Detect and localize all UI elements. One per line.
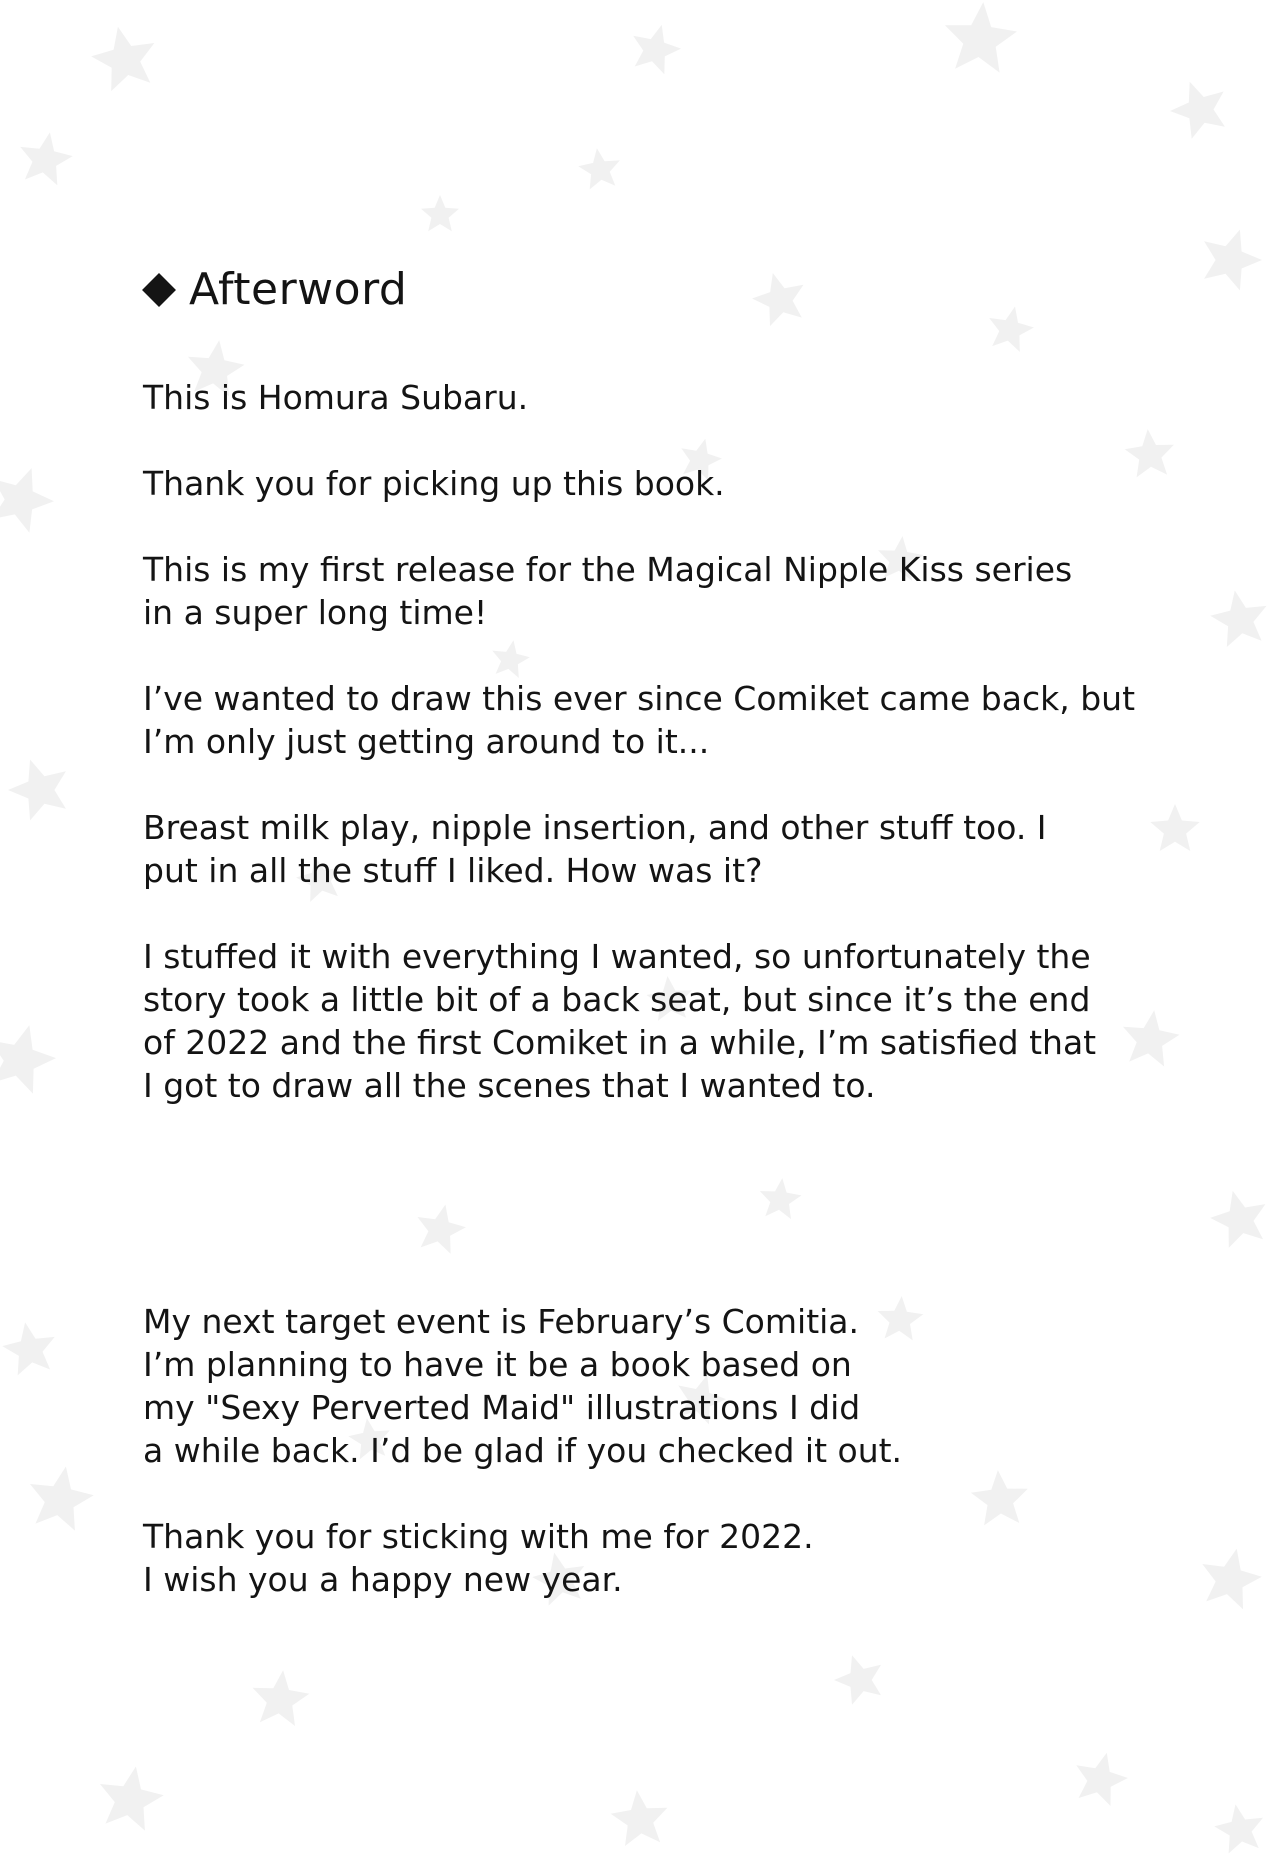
star-decoration-icon — [253, 1670, 310, 1726]
text-line: I stuffed it with everything I wanted, so unfortunately the — [143, 937, 1091, 976]
star-decoration-icon — [1202, 1549, 1262, 1610]
star-decoration-icon — [1210, 1191, 1265, 1248]
text-line: in a super long time! — [143, 593, 488, 632]
text-line: of 2022 and the first Comiket in a while, I’m satisfied that — [143, 1023, 1097, 1062]
text-line: I’m only just getting around to it... — [143, 722, 710, 761]
star-decoration-icon — [1210, 591, 1266, 648]
paragraph-release — [143, 548, 1153, 634]
text-line: my "Sexy Perverted Maid" illustrations I did — [143, 1388, 861, 1427]
star-decoration-icon — [421, 195, 459, 231]
text-line: I’ve wanted to draw this ever since Comiket came back, but — [143, 679, 1136, 718]
text-line: This is my first release for the Magical Nipple Kiss series — [143, 550, 1073, 589]
star-decoration-icon — [20, 132, 72, 185]
paragraph-intro — [143, 376, 1153, 419]
afterword-page — [143, 262, 1153, 1644]
diamond-bullet-icon — [142, 273, 176, 307]
text-line: I’m planning to have it be a book based on — [143, 1345, 852, 1384]
text-line: Thank you for sticking with me for 2022. — [143, 1517, 814, 1556]
afterword-heading — [143, 262, 1153, 318]
paragraph-content — [143, 806, 1153, 892]
text-line: put in all the stuff I liked. How was it? — [143, 851, 763, 890]
paragraph-story — [143, 935, 1153, 1107]
star-decoration-icon — [945, 2, 1017, 73]
paragraph-thanks — [143, 462, 1153, 505]
star-decoration-icon — [1150, 804, 1199, 851]
star-decoration-icon — [0, 468, 54, 533]
text-line: I wish you a happy new year. — [143, 1560, 623, 1599]
text-line: This is Homura Subaru. — [143, 378, 529, 417]
text-line: Thank you for picking up this book. — [143, 464, 725, 503]
star-decoration-icon — [100, 1767, 164, 1831]
star-decoration-icon — [1170, 82, 1225, 139]
text-line: story took a little bit of a back seat, but since it’s the end — [143, 980, 1091, 1019]
star-decoration-icon — [611, 1790, 668, 1846]
text-line: I got to draw all the scenes that I wanted to. — [143, 1066, 876, 1105]
star-decoration-icon — [0, 1025, 56, 1093]
page-title: Afterword — [189, 264, 408, 315]
star-decoration-icon — [834, 1655, 881, 1704]
text-line: Breast milk play, nipple insertion, and other stuff too. I — [143, 808, 1047, 847]
text-line: My next target event is February’s Comitia. — [143, 1302, 860, 1341]
star-decoration-icon — [633, 25, 681, 74]
paragraph-closing — [143, 1515, 1153, 1601]
paragraph-next-event — [143, 1300, 1153, 1472]
star-decoration-icon — [1076, 1753, 1128, 1806]
paragraph-comiket — [143, 677, 1153, 763]
star-decoration-icon — [1204, 230, 1262, 291]
star-decoration-icon — [30, 1467, 94, 1531]
text-line: a while back. I’d be glad if you checked it out. — [143, 1431, 903, 1470]
star-decoration-icon — [2, 1322, 54, 1375]
section-spacer — [143, 1150, 1153, 1300]
star-decoration-icon — [578, 148, 620, 189]
star-decoration-icon — [8, 760, 66, 821]
star-decoration-icon — [91, 27, 154, 91]
star-decoration-icon — [1214, 1804, 1263, 1853]
